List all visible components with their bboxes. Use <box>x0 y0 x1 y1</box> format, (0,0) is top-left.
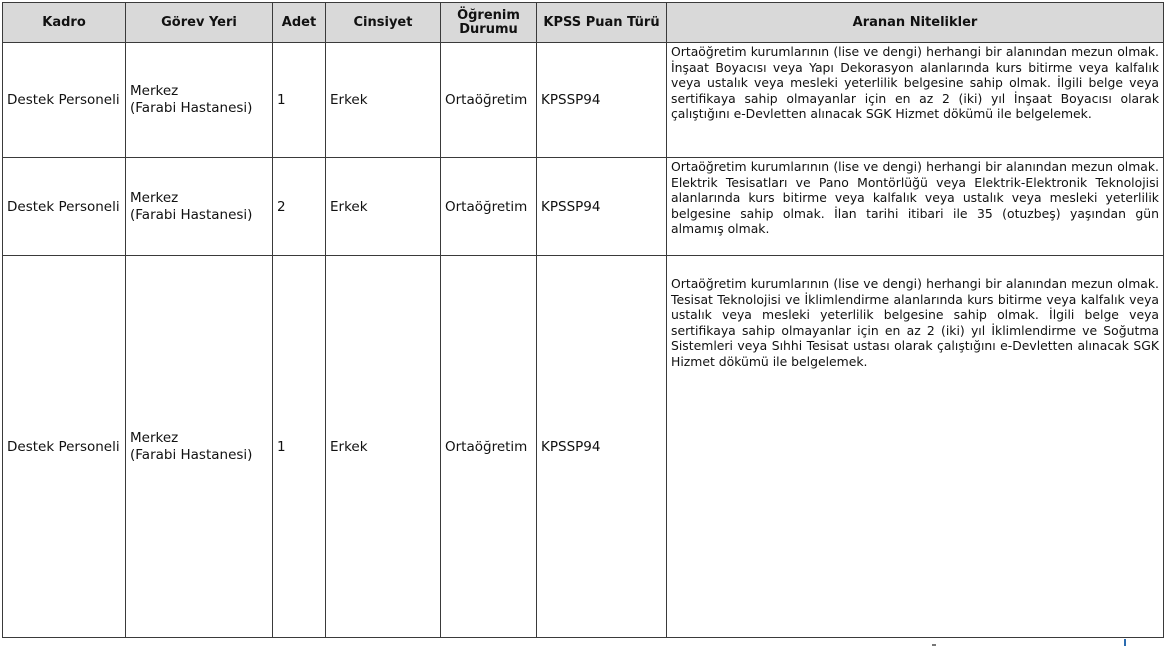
cell-gorev-yeri <box>126 43 273 158</box>
cell-kadro: Destek Personeli <box>3 43 126 158</box>
cell-kadro: Destek Personeli <box>3 256 126 638</box>
table-row <box>3 158 1164 256</box>
header-cinsiyet: Cinsiyet <box>326 3 441 43</box>
cell-adet: 2 <box>273 158 326 256</box>
header-row <box>3 3 1164 43</box>
header-kpss: KPSS Puan Türü <box>537 3 667 43</box>
cell-kpss: KPSSP94 <box>537 256 667 638</box>
gorev-line1: Merkez <box>130 189 179 206</box>
header-ogrenim-line1: Öğrenim <box>457 7 520 23</box>
header-nitelikler: Aranan Nitelikler <box>667 3 1164 43</box>
cell-nitelikler: Ortaöğretim kurumlarının (lise ve dengi) herhangi bir alanından mezun olmak. Elektrik Tesisatları ve Pano Montörlüğü veya Elektrik-Elektronik Teknolojisi alanlarında kurs bitirme veya kalfalık veya ustalık veya mesleki yeterlilik belgesine sahip olmak. İlan tarihi itibari ile 35 (otuzbeş) yaşından gün almamış olmak. <box>667 158 1164 256</box>
cell-adet: 1 <box>273 43 326 158</box>
cell-ogrenim: Ortaöğretim <box>441 158 537 256</box>
cell-adet: 1 <box>273 256 326 638</box>
table-row <box>3 256 1164 638</box>
cell-cinsiyet: Erkek <box>326 256 441 638</box>
gorev-line1: Merkez <box>130 429 179 446</box>
header-kadro: Kadro <box>3 3 126 43</box>
gorev-line2: (Farabi Hastanesi) <box>130 100 253 116</box>
cell-kpss: KPSSP94 <box>537 43 667 158</box>
gorev-line2: (Farabi Hastanesi) <box>130 206 253 223</box>
cell-gorev-yeri <box>126 256 273 638</box>
cell-kadro: Destek Personeli <box>3 158 126 256</box>
table-row <box>3 43 1164 158</box>
cell-cinsiyet: Erkek <box>326 158 441 256</box>
page-edge-marker <box>1124 639 1126 646</box>
header-ogrenim <box>441 3 537 43</box>
cell-kpss: KPSSP94 <box>537 158 667 256</box>
header-adet: Adet <box>273 3 326 43</box>
gorev-line2: (Farabi Hastanesi) <box>130 446 253 463</box>
cell-cinsiyet: Erkek <box>326 43 441 158</box>
job-requirements-table <box>2 2 1164 638</box>
cell-gorev-yeri <box>126 158 273 256</box>
cell-ogrenim: Ortaöğretim <box>441 256 537 638</box>
cell-nitelikler: Ortaöğretim kurumlarının (lise ve dengi) herhangi bir alanından mezun olmak. İnşaat Boyacısı veya Yapı Dekorasyon alanlarında kurs bitirme veya kalfalık veya ustalık veya mesleki yeterlilik belgesine sahip olmak. İlgili belge veya sertifikaya sahip olmayanlar için en az 2 (iki) yıl İnşaat Boyacısı olarak çalıştığını e-Devletten alınacak SGK Hizmet dökümü ile belgelemek. <box>667 43 1164 158</box>
cell-nitelikler: Ortaöğretim kurumlarının (lise ve dengi) herhangi bir alanından mezun olmak. Tesisat Teknolojisi ve İklimlendirme alanlarında kurs bitirme veya kalfalık veya ustalık veya mesleki yeterlilik belgesine sahip olmak. İlgili belge veya sertifikaya sahip olmayanlar için en az 2 (iki) yıl İklimlendirme ve Soğutma Sistemleri veya Sıhhi Tesisat ustası olarak çalıştığını e-Devletten alınacak SGK Hizmet dökümü ile belgelemek. <box>667 256 1164 638</box>
gorev-line1: Merkez <box>130 83 179 99</box>
header-ogrenim-line2: Durumu <box>459 21 518 37</box>
cell-ogrenim: Ortaöğretim <box>441 43 537 158</box>
header-gorev-yeri: Görev Yeri <box>126 3 273 43</box>
